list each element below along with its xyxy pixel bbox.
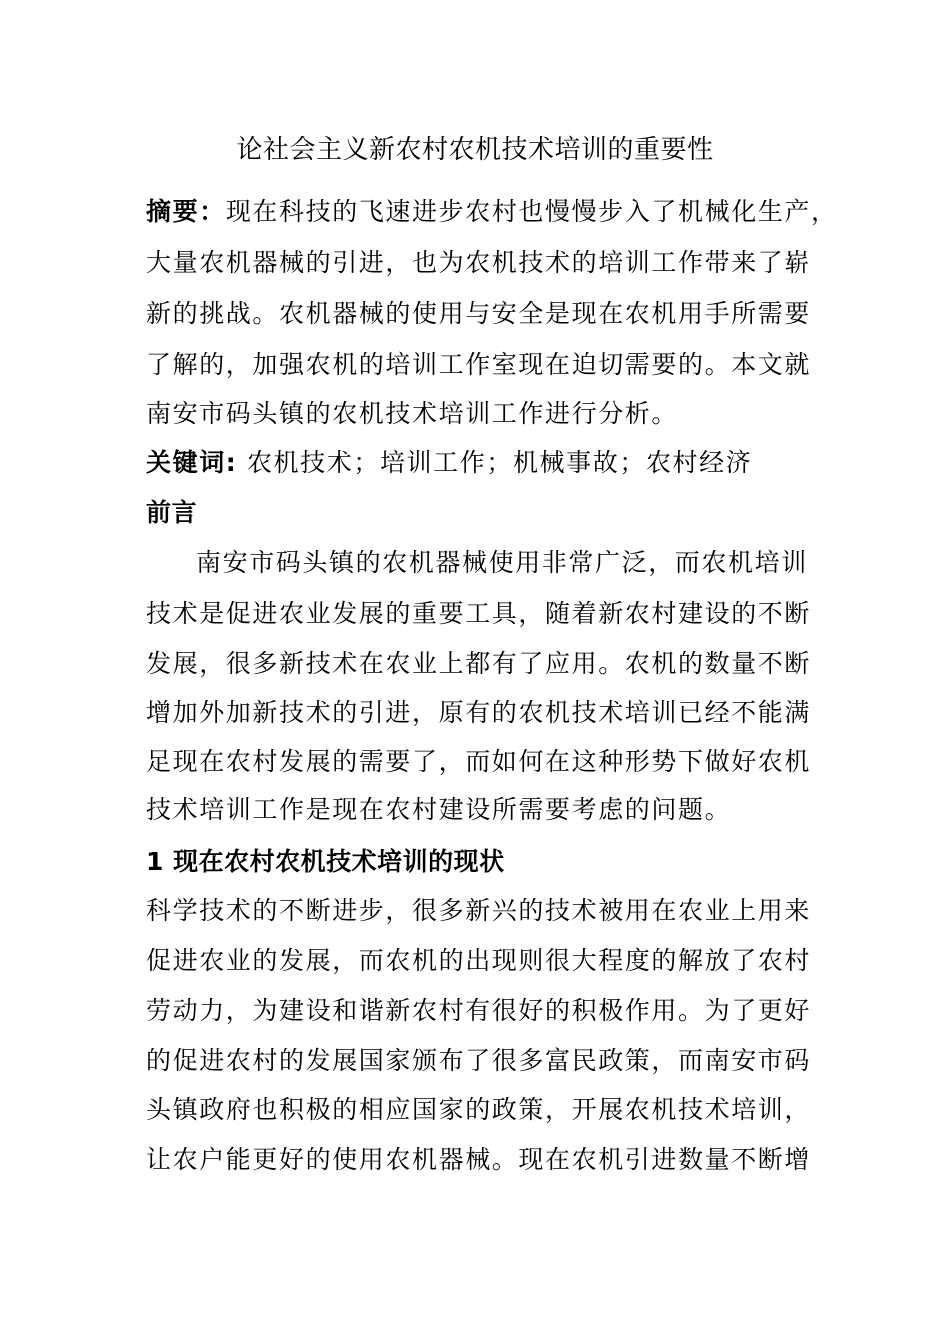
abstract-line-5: 南安市码头镇的农机技术培训工作进行分析。 bbox=[146, 399, 679, 428]
preface-line-1: 南安市码头镇的农机器械使用非常广泛，而农机培训 bbox=[196, 548, 808, 577]
preface-line-4: 增加外加新技术的引进，原有的农机技术培训已经不能满 bbox=[146, 698, 812, 727]
abstract-text: 现在科技的飞速进步农村也慢慢步入了机械化生产， bbox=[225, 197, 838, 226]
abstract-line-2: 大量农机器械的引进，也为农机技术的培训工作带来了崭 bbox=[146, 248, 812, 277]
section1-line-5: 头镇政府也积极的相应国家的政策，开展农机技术培训， bbox=[146, 1095, 812, 1124]
preface-line-2: 技术是促进农业发展的重要工具，随着新农村建设的不断 bbox=[146, 599, 812, 628]
abstract-line-3: 新的挑战。农机器械的使用与安全是现在农机用手所需要 bbox=[146, 299, 812, 328]
keywords-label: 关键词: bbox=[146, 448, 238, 477]
abstract-line-1 bbox=[146, 192, 838, 232]
document-title: 论社会主义新农村农机技术培训的重要性 bbox=[236, 135, 714, 165]
section1-line-6: 让农户能更好的使用农机器械。现在农机引进数量不断增 bbox=[146, 1145, 812, 1174]
abstract-line-4: 了解的，加强农机的培训工作室现在迫切需要的。本文就 bbox=[146, 350, 812, 379]
preface-line-5: 足现在农村发展的需要了，而如何在这种形势下做好农机 bbox=[146, 747, 812, 776]
abstract-label: 摘要： bbox=[146, 197, 226, 226]
section1-line-2: 促进农业的发展，而农机的出现则很大程度的解放了农村 bbox=[146, 946, 812, 975]
section1-line-1: 科学技术的不断进步，很多新兴的技术被用在农业上用来 bbox=[146, 896, 812, 925]
keywords-text: 农机技术；培训工作；机械事故；农村经济 bbox=[246, 448, 753, 477]
preface-line-6: 技术培训工作是现在农村建设所需要考虑的问题。 bbox=[146, 795, 732, 824]
section1-heading: 1 现在农村农机技术培训的现状 bbox=[146, 847, 505, 876]
section1-line-4: 的促进农村的发展国家颁布了很多富民政策，而南安市码 bbox=[146, 1046, 812, 1075]
preface-line-3: 发展，很多新技术在农业上都有了应用。农机的数量不断 bbox=[146, 649, 812, 678]
preface-heading: 前言 bbox=[146, 498, 198, 527]
section1-line-3: 劳动力，为建设和谐新农村有很好的积极作用。为了更好 bbox=[146, 996, 812, 1025]
keywords-line bbox=[146, 443, 752, 483]
